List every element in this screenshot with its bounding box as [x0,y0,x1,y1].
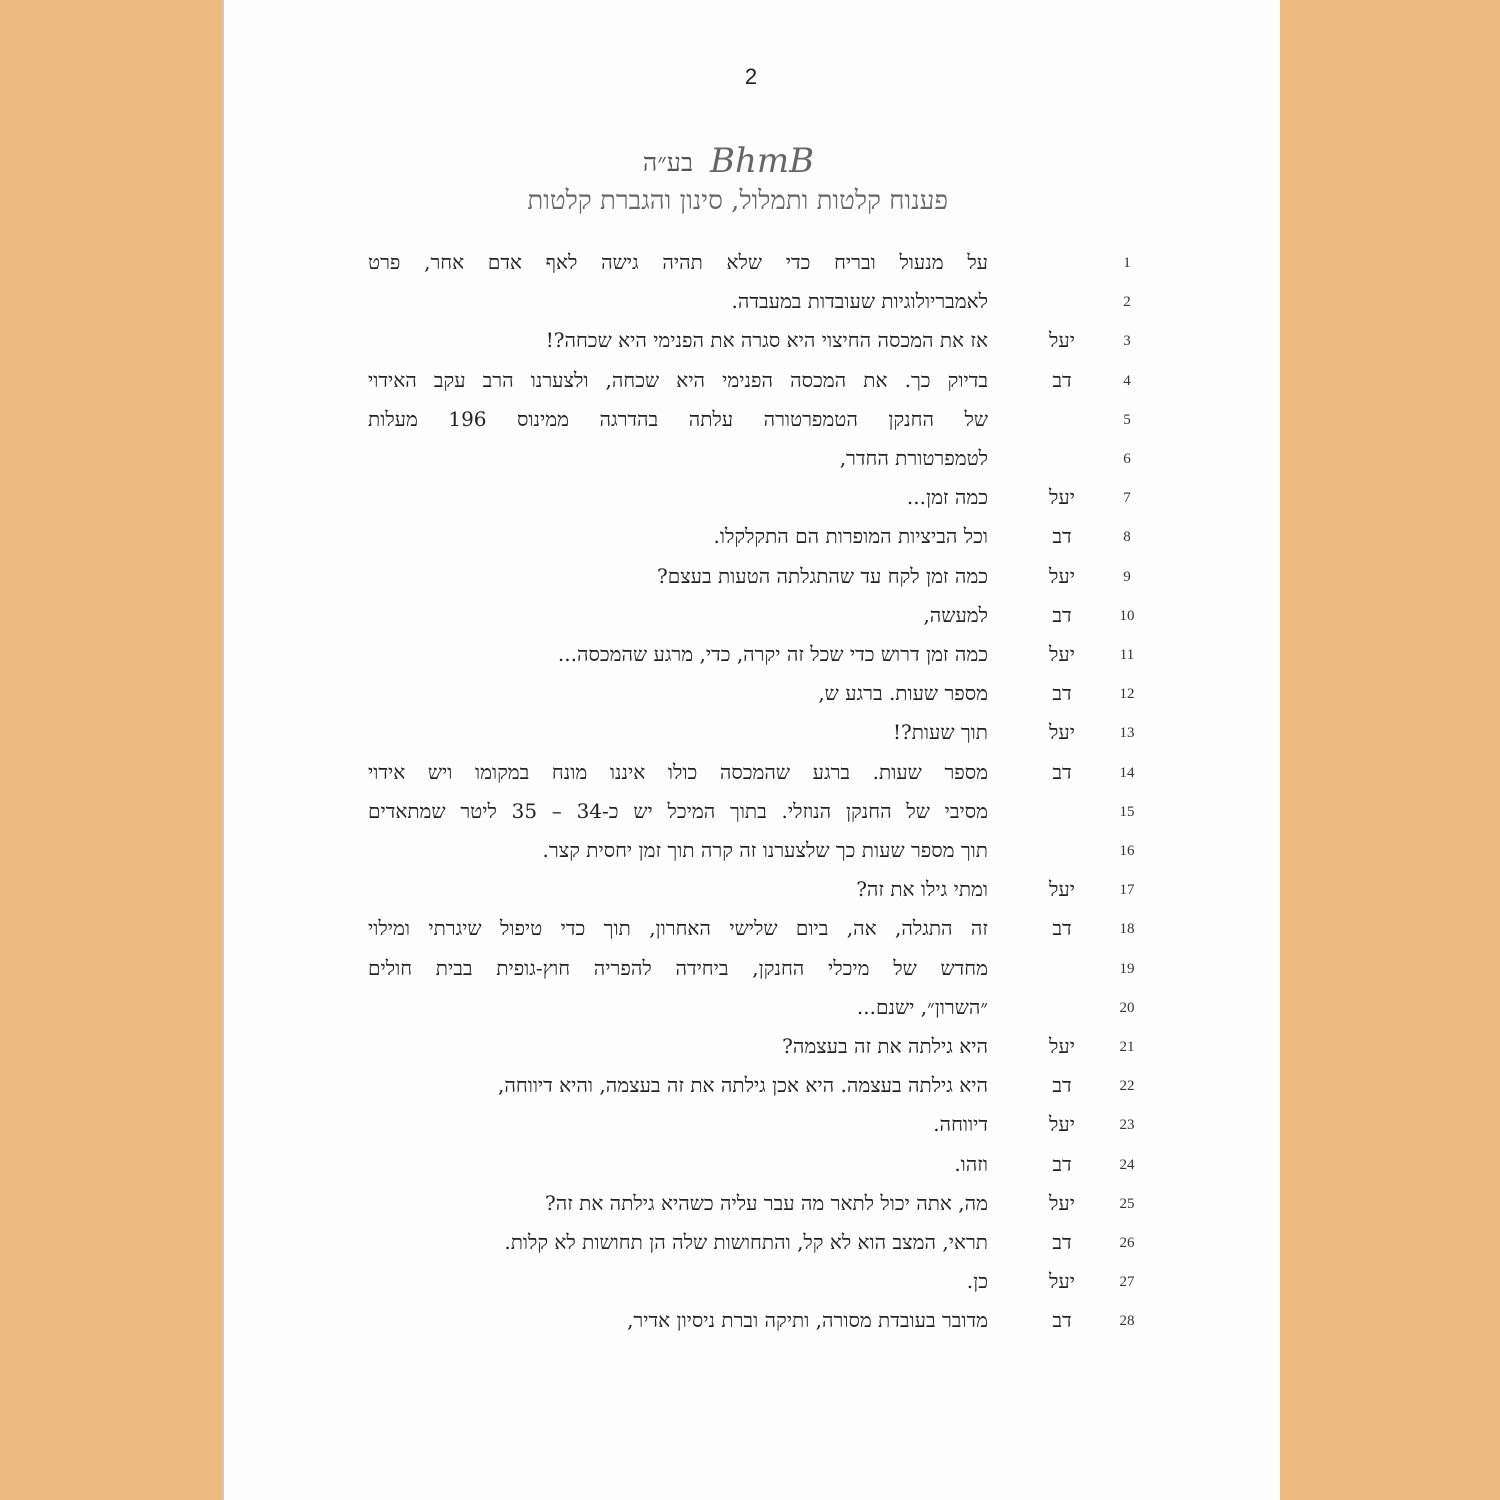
transcript-line [222,993,1280,1032]
transcript-line [222,483,1280,522]
speaker-name: יעל [1049,485,1075,510]
bsd-mark: בע״ה [642,148,693,177]
letterhead [222,140,1280,184]
speaker-name: דב [1052,1151,1072,1176]
transcript-line [222,1032,1280,1071]
transcript-line [222,444,1280,483]
transcript-line [222,405,1280,444]
logo-text: BhmB [710,141,815,181]
line-text: מדובר בעובדת מסורה, ותיקה וברת ניסיון אדיר, [627,1308,988,1333]
transcript-line [222,562,1280,601]
speaker-name: דב [1052,759,1072,784]
line-text: מספר שעות. ברגע שהמכסה כולו איננו מונח במקומו ויש אידוי [368,759,988,784]
line-number: 10 [1119,607,1135,624]
company-logo [706,140,818,182]
speaker-name: יעל [1049,1034,1075,1058]
speaker-name: דב [1052,524,1072,549]
speaker-name: דב [1052,1073,1072,1098]
transcript-line [222,914,1280,953]
line-text: וכל הביציות המופרות הם התקלקלו. [713,524,988,549]
line-text: תוך שעות?! [892,720,988,745]
line-number: 1 [1123,255,1131,271]
line-text: וזהו. [954,1151,988,1176]
speaker-name: יעל [1049,328,1075,353]
speaker-name: דב [1052,916,1072,941]
transcript-line [222,287,1280,326]
transcript-line [222,1267,1280,1306]
transcript-line [222,1228,1280,1267]
line-text: אז את המכסה החיצוי היא סגרה את הפנימי היא שכחה?! [545,328,988,353]
speaker-name: דב [1052,367,1072,392]
line-text: תראי, המצב הוא לא קל, והתחושות שלה הן תחושות לא קלות. [504,1230,988,1254]
line-text: על מנעול ובריח כדי שלא תהיה גישה לאף אדם אחר, פרט [368,250,988,274]
transcript-line [222,326,1280,365]
speaker-name: דב [1052,602,1072,627]
transcript-line [222,366,1280,405]
line-text: ״השרון״, ישנם... [856,994,988,1019]
line-text: זה התגלה, אה, ביום שלישי האחרון, תוך כדי טיפול שיגרתי ומילוי [368,916,988,941]
transcript-line [222,601,1280,640]
line-text: לאמבריולוגיות שעובדות במעבדה. [731,289,988,314]
line-text: למעשה, [923,602,988,627]
line-number: 2 [1123,294,1131,311]
speaker-name: יעל [1049,720,1075,745]
line-text: דיווחה. [933,1112,988,1137]
line-number: 11 [1119,647,1135,663]
speaker-name: דב [1052,1308,1072,1333]
line-number: 3 [1123,333,1131,350]
line-number: 27 [1119,1274,1135,1291]
line-number: 9 [1123,568,1131,585]
transcript-line [222,1306,1280,1345]
line-text: מספר שעות. ברגע ש, [818,681,988,706]
line-number: 22 [1119,1078,1135,1095]
line-number: 25 [1119,1195,1135,1212]
line-number: 20 [1119,999,1135,1016]
speaker-name: יעל [1049,1112,1075,1137]
line-number: 4 [1123,372,1131,389]
speaker-name: דב [1052,1230,1072,1254]
line-text: היא גילתה בעצמה. היא אכן גילתה את זה בעצמה, והיא דיווחה, [498,1073,988,1098]
transcript-line [222,954,1280,993]
transcript-line [222,836,1280,875]
line-text: כן. [966,1269,988,1294]
line-text: היא גילתה את זה בעצמה? [782,1034,988,1058]
speaker-name: יעל [1049,1190,1075,1215]
line-number: 13 [1119,725,1135,742]
line-number: 28 [1119,1313,1135,1330]
line-text: מסיבי של החנקן הנוזלי. בתוך המיכל יש כ-34 – 35 ליטר שמתאדים [368,798,988,823]
page-number: 2 [744,64,758,89]
speaker-name: יעל [1049,642,1075,666]
line-number: 5 [1123,411,1131,428]
line-text: של החנקן הטמפרטורה עלתה בהדרגה ממינוס 196 מעלות [368,406,989,431]
transcript-line [222,1150,1280,1189]
line-number: 21 [1119,1039,1135,1055]
line-number: 16 [1119,843,1135,859]
transcript-line [222,758,1280,797]
transcript-line [222,1110,1280,1149]
speaker-name: דב [1052,681,1072,706]
line-text: כמה זמן לקח עד שהתגלתה הטעות בעצם? [656,563,988,588]
line-number: 18 [1119,921,1135,938]
transcript-line [222,875,1280,914]
transcript-line [222,797,1280,836]
line-number: 15 [1119,803,1135,820]
transcript-line [222,1071,1280,1110]
transcript-line [222,640,1280,679]
transcript-line [222,718,1280,757]
line-number: 8 [1123,529,1131,546]
line-text: מה, אתה יכול לתאר מה עבר עליה כשהיא גילתה את זה? [544,1190,988,1215]
speaker-name: יעל [1049,877,1075,902]
line-text: לטמפרטורת החדר, [839,446,988,470]
transcript-line [222,679,1280,718]
transcript-line [222,522,1280,561]
company-title: פענוח קלטות ותמלול, סינון והגברת קלטות [527,186,948,216]
line-text: בדיוק כך. את המכסה הפנימי היא שכחה, ולצערנו הרב עקב האידוי [368,367,988,392]
line-number: 19 [1119,960,1135,977]
line-text: כמה זמן דרוש כדי שכל זה יקרה, כדי, מרגע שהמכסה... [557,642,988,666]
line-text: מחדש של מיכלי החנקן, ביחידה להפריה חוץ-גופית בבית חולים [368,955,988,980]
speaker-name: יעל [1049,1269,1075,1294]
line-number: 23 [1119,1117,1135,1134]
line-text: ומתי גילו את זה? [856,877,988,902]
line-number: 14 [1119,764,1135,781]
line-number: 6 [1123,451,1131,467]
line-number: 17 [1119,882,1135,899]
line-number: 12 [1119,686,1135,703]
transcript-line [222,248,1280,287]
line-text: תוך מספר שעות כך שלצערנו זה קרה תוך זמן יחסית קצר. [542,838,988,862]
line-number: 26 [1119,1235,1135,1251]
line-number: 24 [1119,1156,1135,1173]
line-text: כמה זמן... [906,485,988,510]
speaker-name: יעל [1049,563,1075,588]
line-number: 7 [1123,490,1131,507]
transcript-line [222,1189,1280,1228]
document-page [222,0,1280,1500]
